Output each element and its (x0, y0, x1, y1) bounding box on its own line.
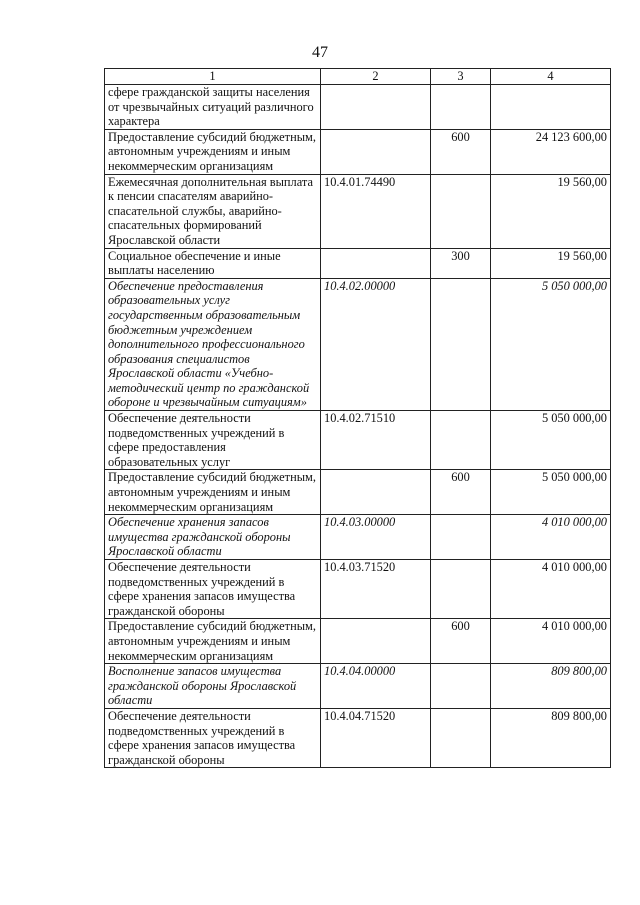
row-type-cell (431, 174, 491, 248)
table-row (105, 248, 611, 278)
row-code-cell (321, 248, 431, 278)
row-amount-cell: 4 010 000,00 (491, 619, 611, 664)
row-type-cell (431, 85, 491, 130)
row-name-cell: Восполнение запасов имущества гражданской обороны Ярославской области (105, 664, 321, 709)
row-type-cell: 600 (431, 619, 491, 664)
row-amount-cell: 809 800,00 (491, 708, 611, 767)
table-row (105, 619, 611, 664)
row-code-cell: 10.4.04.71520 (321, 708, 431, 767)
row-type-cell (431, 411, 491, 470)
row-type-cell (431, 278, 491, 410)
row-amount-cell: 4 010 000,00 (491, 515, 611, 560)
column-header-3: 3 (431, 69, 491, 85)
column-header-2: 2 (321, 69, 431, 85)
row-name-cell: Предоставление субсидий бюджетным, автономным учреждениям и иным некоммерческим организациям (105, 619, 321, 664)
table-row (105, 129, 611, 174)
row-amount-cell: 5 050 000,00 (491, 278, 611, 410)
row-amount-cell: 809 800,00 (491, 664, 611, 709)
table-row (105, 664, 611, 709)
row-name-cell: Обеспечение деятельности подведомственных учреждений в сфере хранения запасов имущества гражданской обороны (105, 560, 321, 619)
table-row (105, 708, 611, 767)
row-code-cell: 10.4.02.00000 (321, 278, 431, 410)
row-name-cell: Обеспечение деятельности подведомственных учреждений в сфере предоставления образовательных услуг (105, 411, 321, 470)
budget-table (104, 68, 611, 768)
row-amount-cell: 24 123 600,00 (491, 129, 611, 174)
table-row (105, 278, 611, 410)
row-code-cell (321, 470, 431, 515)
table-row (105, 470, 611, 515)
row-type-cell: 600 (431, 129, 491, 174)
row-code-cell: 10.4.02.71510 (321, 411, 431, 470)
row-type-cell (431, 664, 491, 709)
row-name-cell: Предоставление субсидий бюджетным, автономным учреждениям и иным некоммерческим организациям (105, 129, 321, 174)
row-amount-cell: 19 560,00 (491, 248, 611, 278)
row-type-cell (431, 515, 491, 560)
row-code-cell: 10.4.01.74490 (321, 174, 431, 248)
row-code-cell: 10.4.03.71520 (321, 560, 431, 619)
row-amount-cell: 5 050 000,00 (491, 411, 611, 470)
row-type-cell: 300 (431, 248, 491, 278)
column-header-1: 1 (105, 69, 321, 85)
column-header-4: 4 (491, 69, 611, 85)
row-code-cell: 10.4.03.00000 (321, 515, 431, 560)
table-body (105, 85, 611, 768)
row-name-cell: Предоставление субсидий бюджетным, автономным учреждениям и иным некоммерческим организациям (105, 470, 321, 515)
row-type-cell (431, 708, 491, 767)
table-row (105, 85, 611, 130)
row-name-cell: Ежемесячная дополнительная выплата к пенсии спасателям аварийно-спасательной службы, аварийно-спасательных формирований Ярославской области (105, 174, 321, 248)
page-number: 47 (312, 44, 328, 61)
row-code-cell: 10.4.04.00000 (321, 664, 431, 709)
table-row (105, 560, 611, 619)
table-row (105, 515, 611, 560)
row-code-cell (321, 85, 431, 130)
row-name-cell: Обеспечение хранения запасов имущества гражданской обороны Ярославской области (105, 515, 321, 560)
table-row (105, 174, 611, 248)
row-name-cell: сфере гражданской защиты населения от чрезвычайных ситуаций различного характера (105, 85, 321, 130)
row-code-cell (321, 129, 431, 174)
row-amount-cell: 5 050 000,00 (491, 470, 611, 515)
row-name-cell: Обеспечение предоставления образовательных услуг государственным образовательным бюджетным учреждением дополнительного профессионального образования специалистов Ярославской области «Учебно-методический центр по гражданской обороне и чрезвычайным ситуациям» (105, 278, 321, 410)
row-name-cell: Социальное обеспечение и иные выплаты населению (105, 248, 321, 278)
row-amount-cell (491, 85, 611, 130)
row-type-cell: 600 (431, 470, 491, 515)
row-code-cell (321, 619, 431, 664)
row-type-cell (431, 560, 491, 619)
row-amount-cell: 19 560,00 (491, 174, 611, 248)
row-name-cell: Обеспечение деятельности подведомственных учреждений в сфере хранения запасов имущества гражданской обороны (105, 708, 321, 767)
table-row (105, 411, 611, 470)
row-amount-cell: 4 010 000,00 (491, 560, 611, 619)
table-header-row (105, 69, 611, 85)
